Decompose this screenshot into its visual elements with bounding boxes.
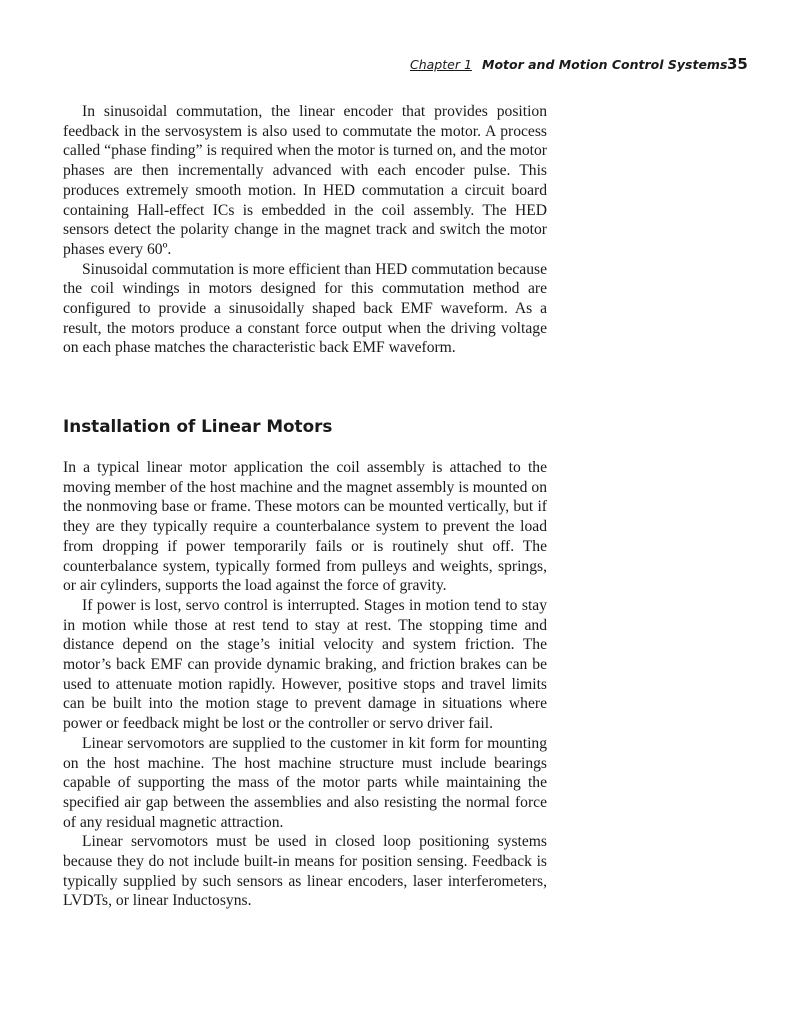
intro-text-block (63, 102, 547, 358)
page-number: 35 (727, 55, 748, 73)
paragraph: Sinusoidal commutation is more efficient than HED commutation because the coil windings in motors designed for this commutation method are configured to provide a sinusoidally shaped back EMF waveform. As a result, the motors produce a constant force output when the driving voltage on each phase matches the characteristic back EMF waveform. (63, 260, 547, 357)
running-header (0, 55, 795, 75)
section-text-block (63, 458, 547, 911)
header-chapter-title: Motor and Motion Control Systems (482, 57, 728, 72)
paragraph: Linear servomotors are supplied to the customer in kit form for mounting on the host machine. The host machine structure must include bearings capable of supporting the mass of the motor parts while maintaining the specified air gap between the assemblies and also resisting the normal force of any residual magnetic attraction. (63, 734, 547, 831)
paragraph: In sinusoidal commutation, the linear encoder that provides position feedback in the servosystem is also used to commutate the motor. A process called “phase finding” is required when the motor is turned on, and the motor phases are then incrementally advanced with each encoder pulse. This produces extremely smooth motion. In HED commutation a circuit board containing Hall-effect ICs is embedded in the coil assembly. The HED sensors detect the polarity change in the magnet track and switch the motor phases every 60º. (63, 103, 547, 258)
paragraph: Linear servomotors must be used in closed loop positioning systems because they do not include built-in means for position sensing. Feedback is typically supplied by such sensors as linear encoders, laser interferometers, LVDTs, or linear Inductosyns. (63, 833, 547, 910)
section-heading: Installation of Linear Motors (63, 416, 333, 436)
paragraph: In a typical linear motor application the coil assembly is attached to the moving member of the host machine and the magnet assembly is mounted on the nonmoving base or frame. These motors can be mounted vertically, but if they are they typically require a counterbalance system to prevent the load from dropping if power temporarily fails or is routinely shut off. The counterbalance system, typically formed from pulleys and weights, springs, or air cylinders, supports the load against the force of gravity. (63, 459, 547, 595)
header-chapter-label: Chapter 1 (410, 57, 472, 72)
paragraph: If power is lost, servo control is interrupted. Stages in motion tend to stay in motion while those at rest tend to stay at rest. The stopping time and distance depend on the stage’s initial velocity and system friction. The motor’s back EMF can provide dynamic braking, and friction brakes can be used to attenuate motion rapidly. However, positive stops and travel limits can be built into the motion stage to prevent damage in situations where power or feedback might be lost or the controller or servo driver fail. (63, 596, 547, 733)
